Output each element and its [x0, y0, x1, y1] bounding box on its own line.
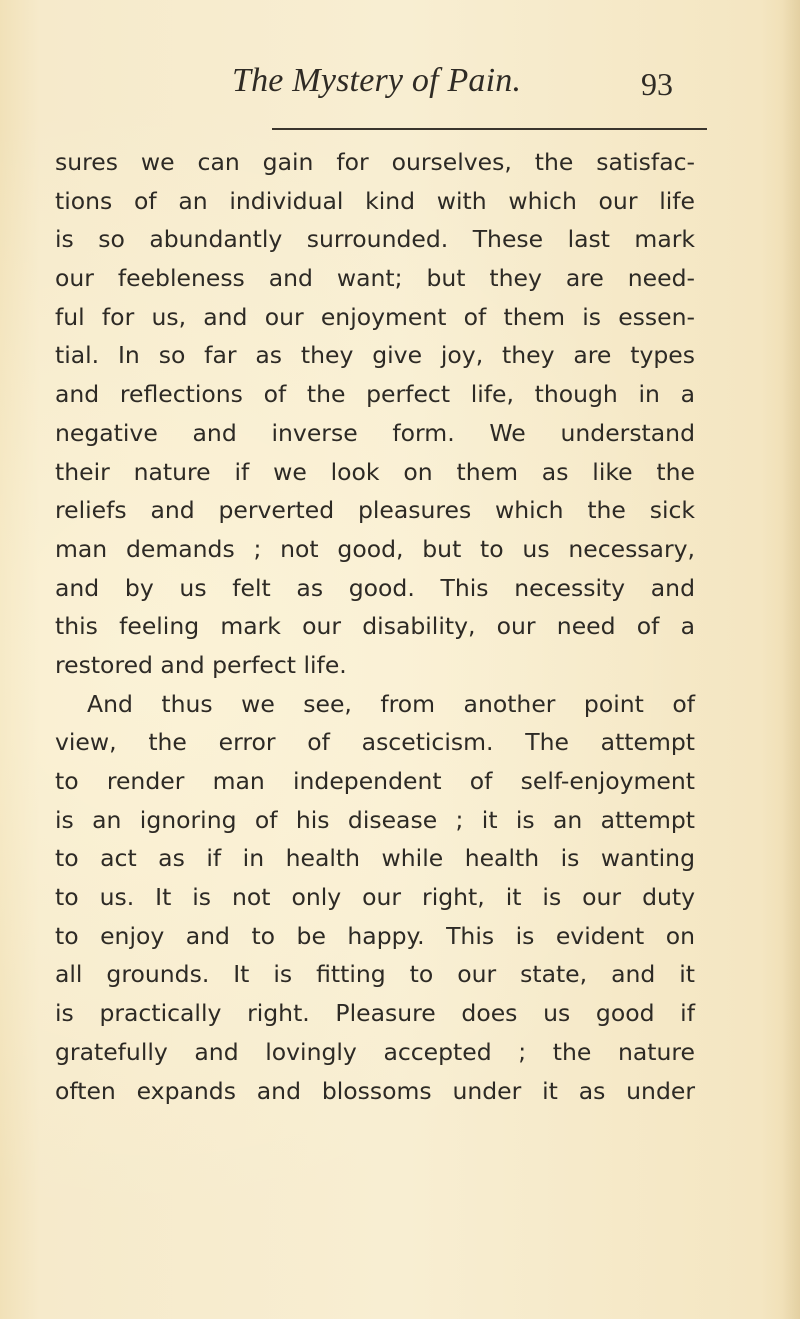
- text-line: is so abundantly surrounded. These last mark: [55, 225, 695, 254]
- page-edge-shadow: [782, 0, 800, 1319]
- text-line: gratefully and lovingly accepted ; the nature: [55, 1037, 695, 1066]
- text-line: our feebleness and want; but they are need-: [55, 264, 695, 293]
- text-line: reliefs and perverted pleasures which the sick: [55, 496, 695, 525]
- text-line: often expands and blossoms under it as under: [55, 1076, 695, 1105]
- text-line: negative and inverse form. We understand: [55, 418, 695, 447]
- text-line: and by us felt as good. This necessity and: [55, 573, 695, 602]
- text-line: sures we can gain for ourselves, the satisfac-: [55, 148, 695, 176]
- paragraph-first-line: And thus we see, from another point of: [87, 689, 695, 718]
- text-line: their nature if we look on them as like the: [55, 457, 695, 486]
- text-line: is an ignoring of his disease ; it is an attempt: [55, 805, 695, 834]
- text-line: this feeling mark our disability, our need of a: [55, 612, 695, 641]
- text-line: man demands ; not good, but to us necessary,: [55, 534, 695, 563]
- text-line: to act as if in health while health is wanting: [55, 844, 695, 873]
- text-line: tions of an individual kind with which our life: [55, 186, 695, 215]
- text-line: view, the error of asceticism. The attempt: [55, 728, 695, 757]
- text-line: all grounds. It is fitting to our state, and it: [55, 960, 695, 989]
- text-line: to render man independent of self-enjoyment: [55, 767, 695, 795]
- text-line: to us. It is not only our right, it is our duty: [55, 883, 695, 912]
- header-rule: [272, 128, 707, 130]
- running-title: The Mystery of Pain.: [232, 62, 522, 99]
- text-line: is practically right. Pleasure does us good if: [55, 999, 695, 1028]
- body-text: [55, 143, 695, 1110]
- running-head: [0, 62, 800, 112]
- page-number: 93: [641, 66, 673, 102]
- text-line: tial. In so far as they give joy, they are types: [55, 341, 695, 370]
- text-line: ful for us, and our enjoyment of them is essen-: [55, 302, 695, 331]
- text-line: to enjoy and to be happy. This is evident on: [55, 921, 695, 950]
- text-line: and reflections of the perfect life, though in a: [55, 380, 695, 409]
- paragraph-end-line: restored and perfect life.: [55, 650, 347, 679]
